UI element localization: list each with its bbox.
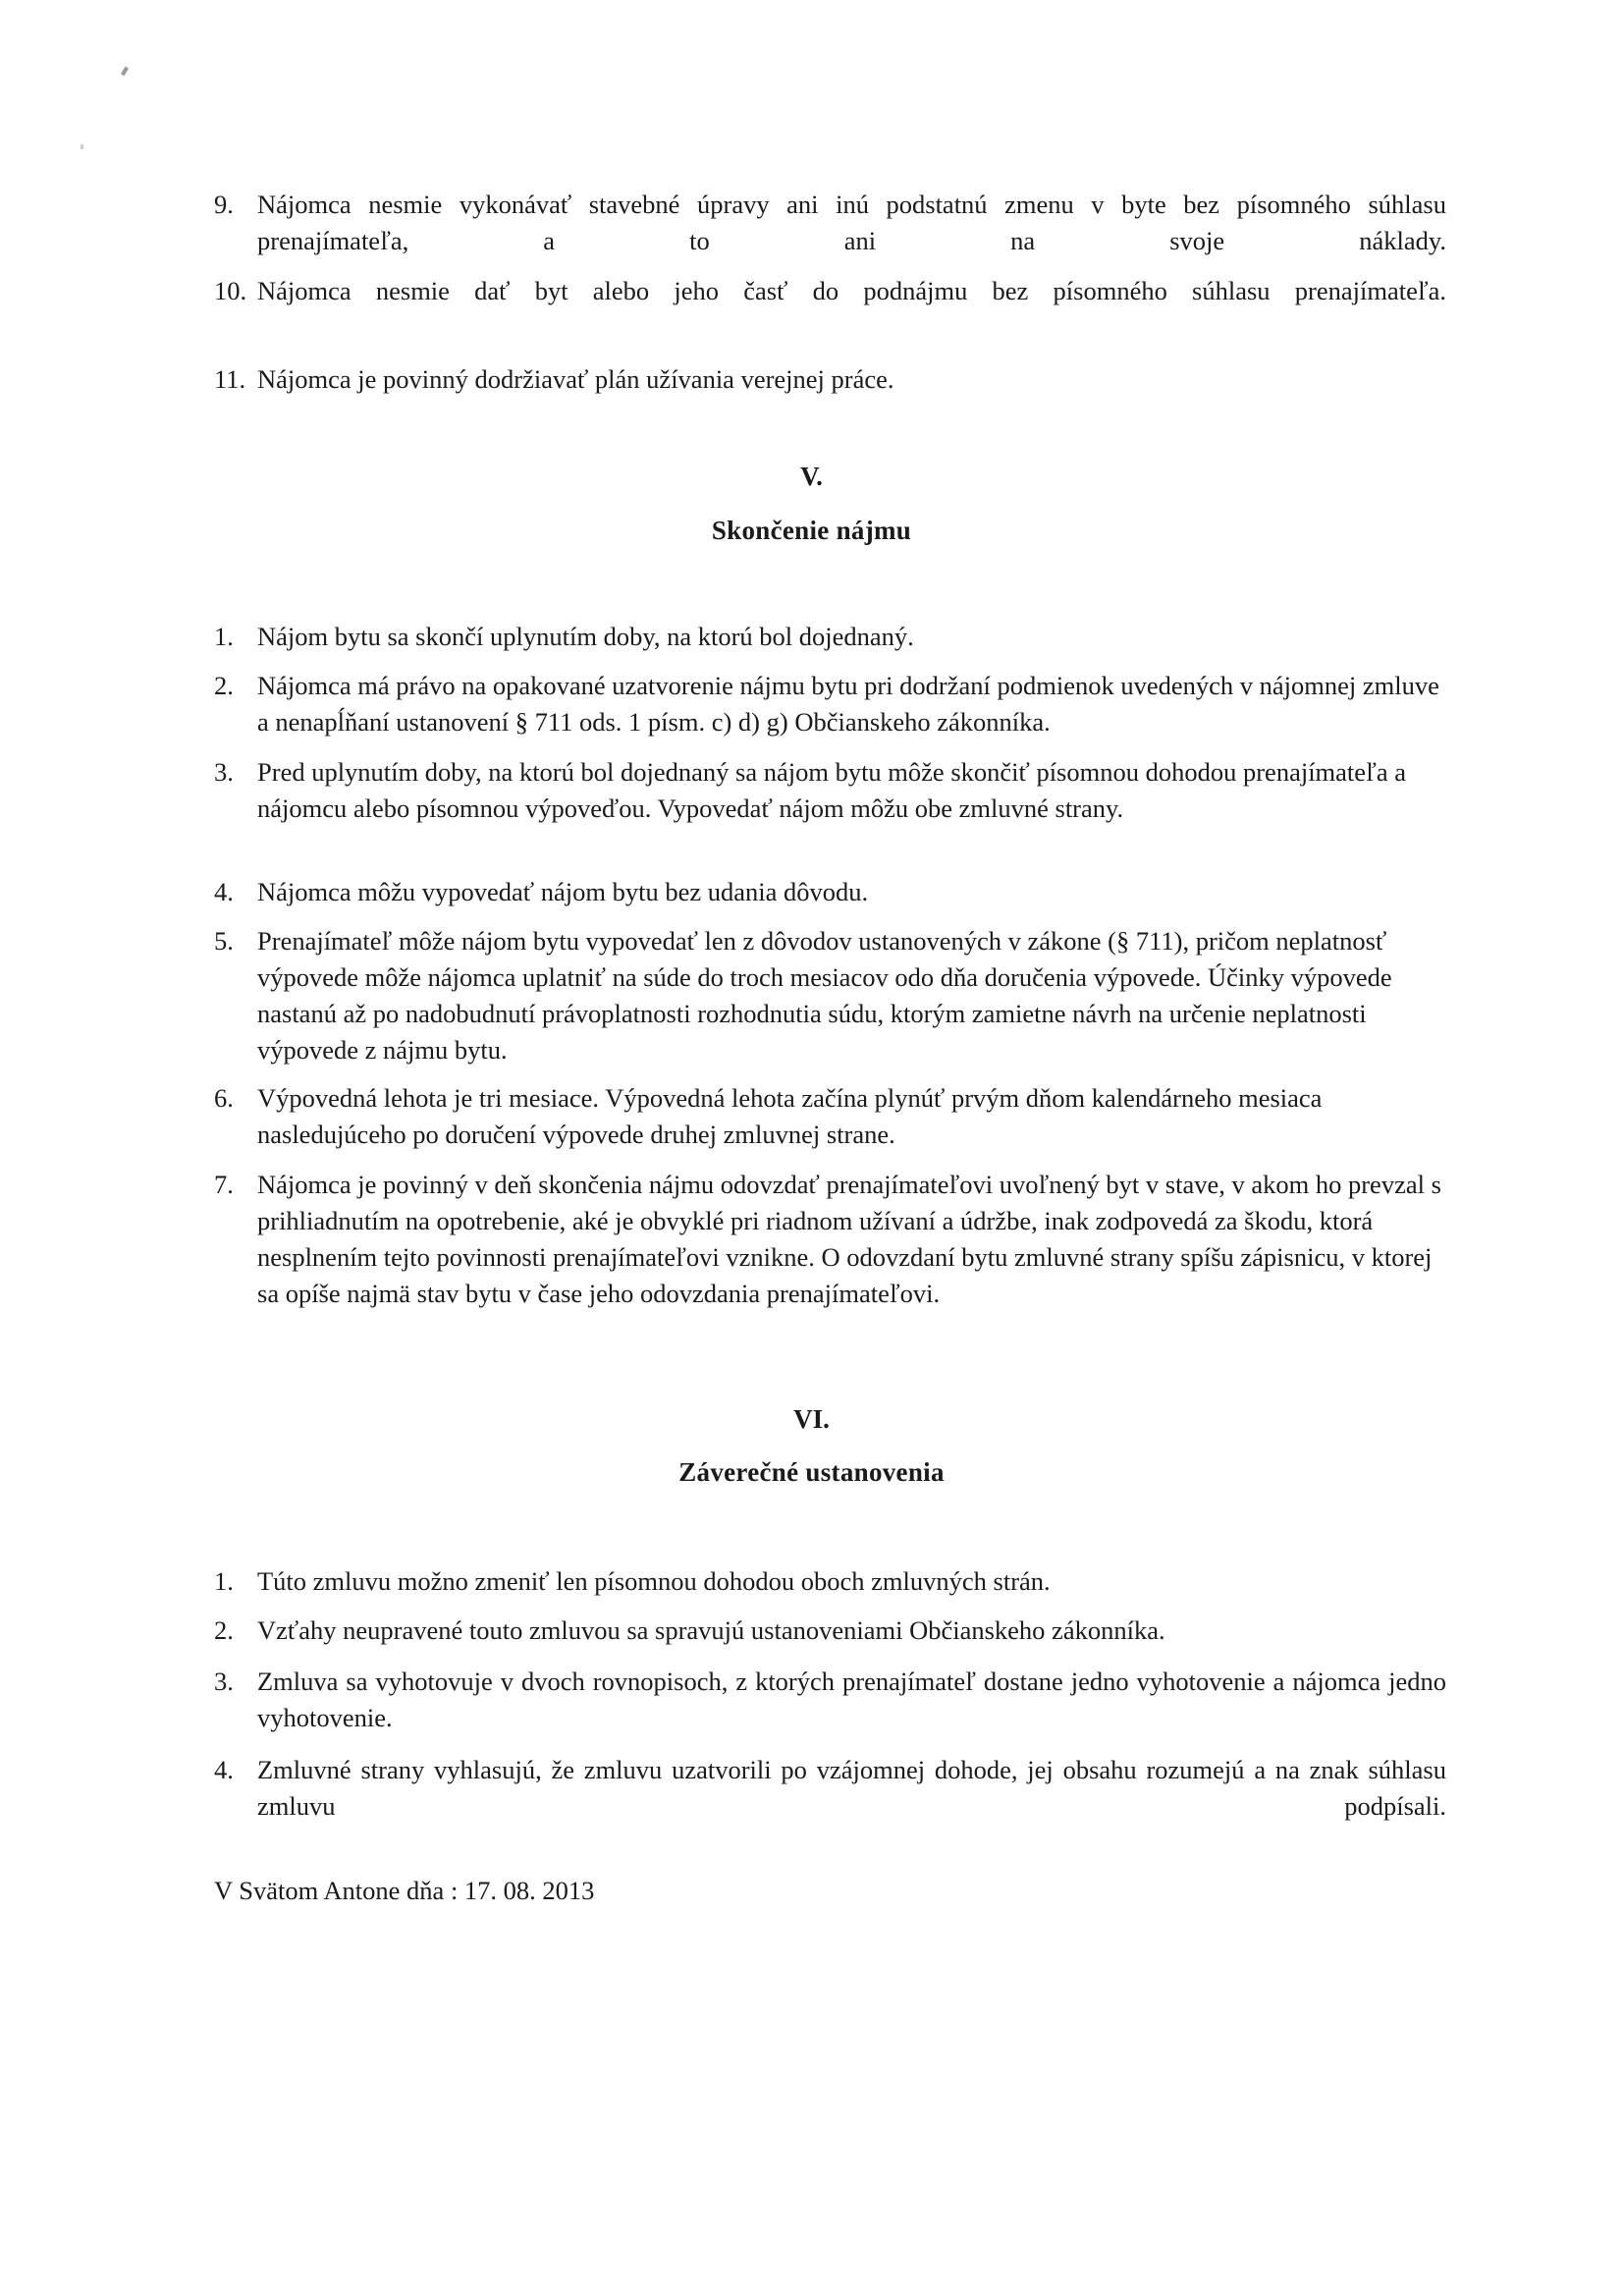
scan-artifact xyxy=(81,144,83,149)
list-item xyxy=(214,1752,1446,1825)
list-item xyxy=(214,619,1446,655)
item-text: Túto zmluvu možno zmeniť len písomnou dohodou oboch zmluvných strán. xyxy=(257,1566,1051,1596)
item-text: Zmluva sa vyhotovuje v dvoch rovnopisoch, z ktorých prenajímateľ dostane jedno vyhotovenie a nájomca jedno vyhotovenie. xyxy=(257,1667,1446,1732)
section-number: V. xyxy=(800,462,823,491)
place-and-date: V Svätom Antone dňa : 17. 08. 2013 xyxy=(214,1876,595,1905)
item-text: Nájom bytu sa skončí uplynutím doby, na ktorú bol dojednaný. xyxy=(257,622,914,651)
scan-artifact xyxy=(121,67,129,77)
item-number: 9. xyxy=(214,190,234,219)
item-number: 3. xyxy=(214,1667,234,1696)
list-item xyxy=(214,273,1446,309)
list-item xyxy=(214,668,1446,740)
item-number: 1. xyxy=(214,1566,234,1596)
item-number: 5. xyxy=(214,926,234,956)
item-text: Nájomca je povinný v deň skončenia nájmu odovzdať prenajímateľovi uvoľnený byt v stave, v akom ho prevzal s prihliadnutím na opotrebenie, aké je obvyklé pri riadnom užívaní a údržbe, inak zodpovedá za škodu, ktorá nesplnením tejto povinnosti prenajímateľovi vznikne. O odovzdaní bytu zmluvné strany spíšu zápisnicu, v ktorej sa opíše najmä stav bytu v čase jeho odovzdania prenajímateľovi. xyxy=(257,1170,1441,1308)
item-text: Prenajímateľ môže nájom bytu vypovedať len z dôvodov ustanovených v zákone (§ 711), pričom neplatnosť výpovede môže nájomca uplatniť na súde do troch mesiacov odo dňa doručenia výpovede. Účinky výpovede nastanú až po nadobudnutí právoplatnosti rozhodnutia súdu, ktorým zamietne návrh na určenie neplatnosti výpovede z nájmu bytu. xyxy=(257,926,1392,1065)
section-title: Záverečné ustanovenia xyxy=(678,1457,945,1487)
item-text: Nájomca nesmie vykonávať stavebné úpravy ani inú podstatnú zmenu v byte bez písomného súhlasu prenajímateľa, a to ani na svoje náklady. xyxy=(257,190,1446,255)
list-item xyxy=(214,923,1446,1068)
list-item xyxy=(214,754,1446,827)
item-number: 2. xyxy=(214,1615,234,1645)
list-item xyxy=(214,1167,1446,1312)
item-text: Zmluvné strany vyhlasujú, že zmluvu uzatvorili po vzájomnej dohode, jej obsahu rozumejú a na znak súhlasu zmluvu podpísali. xyxy=(257,1755,1446,1821)
item-number: 10. xyxy=(214,276,247,305)
item-text: Výpovedná lehota je tri mesiace. Výpovedná lehota začína plynúť prvým dňom kalendárneho mesiaca nasledujúceho po doručení výpovede druhej zmluvnej strane. xyxy=(257,1083,1323,1149)
section-number: VI. xyxy=(793,1404,830,1434)
item-text: Nájomca nesmie dať byt alebo jeho časť do podnájmu bez písomného súhlasu prenajímateľa. xyxy=(257,276,1446,305)
item-number: 4. xyxy=(214,1755,234,1784)
item-text: Nájomca má právo na opakované uzatvorenie nájmu bytu pri dodržaní podmienok uvedených v nájomnej zmluve a nenapĺňaní ustanovení § 711 ods. 1 písm. c) d) g) Občianskeho zákonníka. xyxy=(257,671,1439,737)
list-item xyxy=(214,1613,1446,1649)
item-text: Vzťahy neupravené touto zmluvou sa spravujú ustanoveniami Občianskeho zákonníka. xyxy=(257,1615,1165,1645)
section-title: Skončenie nájmu xyxy=(711,516,912,545)
item-number: 11. xyxy=(214,364,246,394)
item-number: 7. xyxy=(214,1170,234,1199)
list-item xyxy=(214,1563,1446,1600)
list-item xyxy=(214,361,1446,398)
list-item xyxy=(214,874,1446,910)
item-number: 2. xyxy=(214,671,234,700)
list-item xyxy=(214,1080,1446,1153)
item-number: 6. xyxy=(214,1083,234,1113)
item-text: Nájomca je povinný dodržiavať plán užívania verejnej práce. xyxy=(257,364,894,394)
item-number: 3. xyxy=(214,757,234,787)
list-item xyxy=(214,1664,1446,1736)
list-item xyxy=(214,187,1446,259)
item-text: Pred uplynutím doby, na ktorú bol dojednaný sa nájom bytu môže skončiť písomnou dohodou prenajímateľa a nájomcu alebo písomnou výpoveďou. Vypovedať nájom môžu obe zmluvné strany. xyxy=(257,757,1406,823)
item-text: Nájomca môžu vypovedať nájom bytu bez udania dôvodu. xyxy=(257,877,869,906)
item-number: 1. xyxy=(214,622,234,651)
item-number: 4. xyxy=(214,877,234,906)
